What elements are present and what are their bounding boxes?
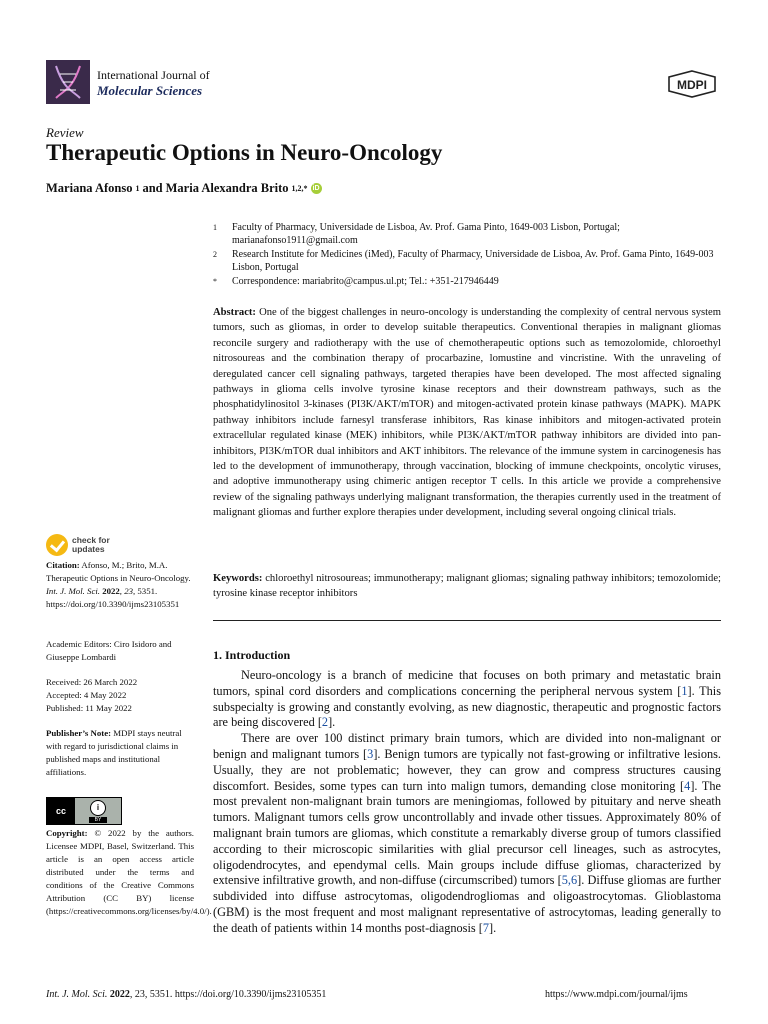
- author-affiliation-mark: 1: [135, 184, 140, 193]
- publication-dates: [46, 676, 194, 715]
- abstract-label: Abstract:: [213, 307, 256, 318]
- affiliation-text: Research Institute for Medicines (iMed), Faculty of Pharmacy, Universidade de Lisboa, Av. Prof. Gama Pinto, 1649-003 Lisbon, Portugal: [232, 249, 714, 273]
- publisher-note: Publisher’s Note: MDPI stays neutral with regard to jurisdictional claims in published maps and institutional affiliations.: [46, 728, 182, 777]
- journal-name-line2: Molecular Sciences: [97, 83, 203, 98]
- author-list: [46, 181, 322, 196]
- check-updates-line2: updates: [72, 544, 105, 554]
- cc-license-badge[interactable]: [46, 797, 122, 825]
- affiliation-number: 2: [213, 250, 217, 259]
- academic-editors: Academic Editors: Ciro Isidoro and Giuseppe Lombardi: [46, 639, 172, 662]
- keywords: [213, 571, 721, 602]
- article-type: Review: [46, 125, 84, 140]
- reference-link[interactable]: 5,6: [561, 873, 578, 888]
- paragraph: Neuro-oncology is a branch of medicine that focuses on both primary and metastatic brain tumors, spinal cord disorders and complications concerning the peripheral nervous system [1]. This subspecialty is growing and constantly evolving, as new diagnostic, therapeutic and prognostic factors are being discovered [2].: [213, 668, 721, 730]
- section-divider: [213, 620, 721, 621]
- abstract: [213, 305, 721, 521]
- footer-citation: Int. J. Mol. Sci. 2022, 23, 5351. https://doi.org/10.3390/ijms23105351: [46, 989, 327, 1000]
- mdpi-logo-icon: [666, 70, 718, 98]
- author-name[interactable]: Maria Alexandra Brito: [165, 181, 289, 195]
- article-title: Therapeutic Options in Neuro-Oncology: [46, 140, 443, 165]
- keywords-label: Keywords:: [213, 573, 263, 584]
- reference-link[interactable]: 1: [681, 683, 688, 698]
- check-for-updates-button[interactable]: [46, 534, 110, 556]
- author-name[interactable]: Mariana Afonso: [46, 181, 133, 195]
- published-date: Published: 11 May 2022: [46, 703, 132, 713]
- reference-link[interactable]: 2: [321, 715, 329, 730]
- cc-by-label: BY: [89, 817, 108, 823]
- affiliations: [213, 221, 723, 289]
- affiliation-item: [213, 248, 723, 274]
- affiliation-number: 1: [213, 223, 217, 232]
- paragraph: There are over 100 distinct primary brain tumors, which are divided into non-malignant or benign and malignant tumors [3]. Benign tumors are typically not fast-growing or infiltrative lesions. Usually, they are not problematic; however, they can grow and compress structures causing discomfort. Besides, some types can turn into malign tumors, demanding close monitoring [4]. The most prevalent non-malignant brain tumors are meningiomas, followed by pituitary and nerve sheath tumors. Malignant tumors cells grow uncontrollably and invade other tissues. Approximately 80% of malignant brain tumors are gliomas, which constitute a remarkably diverse group of tumors classified according to their microscopic similarities with glial precursor cell lineages, such as astrocytes, oligodendrocytes, and ependymal cells. Main groups include diffuse gliomas, characterized by extensive infiltrative growth, and non-diffuse (circumscribed) tumors [5,6]. Diffuse gliomas are further subdivided into diffuse astrocytomas, oligodendrogliomas and oligoastrocytomas. Glioblastoma (GBM) is the most frequent and most malignant representative of astrocytomas, leading generally to the death of patients within 14 months post-diagnosis [7].: [213, 731, 722, 935]
- orcid-icon[interactable]: iD: [312, 185, 320, 192]
- footer-journal-url[interactable]: https://www.mdpi.com/journal/ijms: [545, 989, 688, 1000]
- author-affiliation-mark: 1,2,*: [291, 184, 308, 193]
- journal-logo-icon: [46, 60, 90, 104]
- check-updates-line1: check for: [72, 535, 110, 545]
- affiliation-item: [213, 275, 723, 288]
- affiliation-number: *: [213, 277, 217, 286]
- introduction-body: [213, 668, 721, 937]
- citation-block: Citation: Afonso, M.; Brito, M.A. Therapeutic Options in Neuro-Oncology. Int. J. Mol. Sci. 2022, 23, 5351. https://doi.org/10.3390/ijms23105351: [46, 560, 191, 609]
- received-date: Received: 26 March 2022: [46, 677, 138, 687]
- journal-name-line1: International Journal of: [97, 68, 210, 82]
- author-conjunction: and: [142, 181, 163, 195]
- cc-icon: cc: [47, 798, 75, 824]
- mdpi-logo-text: MDPI: [677, 78, 707, 92]
- affiliation-item: [213, 221, 723, 247]
- copyright-notice: Copyright: © 2022 by the authors. Licensee MDPI, Basel, Switzerland. This article is an open access article distributed under the terms and conditions of the Creative Commons Attribution (CC BY) license (https://creativecommons.org/licenses/by/4.0/).: [46, 828, 212, 916]
- reference-link[interactable]: 3: [367, 746, 374, 761]
- section-heading: 1. Introduction: [213, 648, 291, 662]
- attribution-icon: i: [90, 800, 106, 816]
- accepted-date: Accepted: 4 May 2022: [46, 690, 127, 700]
- affiliation-text: Correspondence: mariabrito@campus.ul.pt; Tel.: +351-217946449: [232, 276, 499, 287]
- reference-link[interactable]: 7: [482, 920, 489, 935]
- keywords-text: chloroethyl nitrosoureas; immunotherapy; malignant gliomas; signaling pathway inhibitors; temozolomide; tyrosine kinase receptor inhibitors: [213, 573, 721, 600]
- checkmark-icon: [46, 534, 68, 556]
- abstract-text: One of the biggest challenges in neuro-oncology is understanding the complexity of central nervous system tumors, such as gliomas, in order to develop suitable therapeutics. Conventional therapies in malignant gliomas reconcile surgery and radiotherapy with the use of chemotherapeutic options such as temozolomide, chloroethyl nitrosoureas and the combination therapy of procarbazine, lomustine and vincristine. With the unraveling of deregulated cancer cell signaling pathways, targeted therapies have been developed. The most affected signaling pathways in glioma cells involve tyrosine kinase receptors and their downstream pathways, such as the phosphatidylinositol 3-kinases (PI3K/AKT/mTOR) and mitogen-activated protein kinase pathways (MAPK). MAPK pathway inhibitors include farnesyl transferase inhibitors, Ras kinase inhibitors and mitogen-activated protein extracellular regulated kinase (MEK) inhibitors, while PI3K/AKT/mTOR pathway inhibitors are divided into pan-inhibitors, PI3K/mTOR dual inhibitors and AKT inhibitors. The relevance of the immune system in carcinogenesis has led to the development of immunotherapy, through vaccination, blocking of immune checkpoints, oncolytic viruses, and adoptive immunotherapy using chimeric antigen receptor T cells. In this article we provide a comprehensive review of the signaling pathways underlying malignant transformation, the therapies currently used in the treatment of malignant gliomas and further explore therapies under development, including several ongoing clinical trials.: [213, 307, 721, 519]
- affiliation-text: Faculty of Pharmacy, Universidade de Lisboa, Av. Prof. Gama Pinto, 1649-003 Lisbon, Portugal; marianafonso1911@gmail.com: [232, 222, 620, 246]
- reference-link[interactable]: 4: [684, 778, 691, 793]
